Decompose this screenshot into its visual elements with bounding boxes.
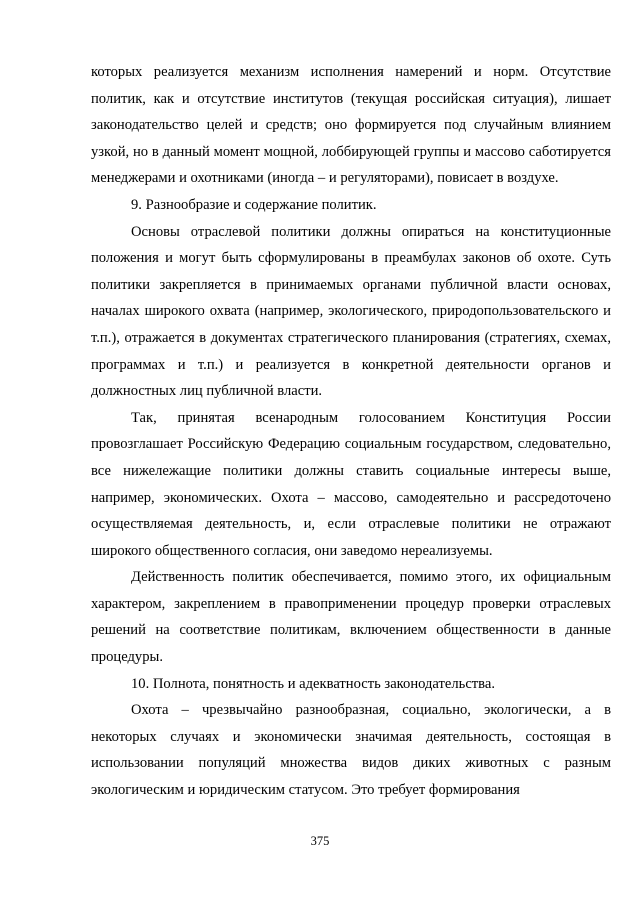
paragraph-policy-effectiveness: Действенность политик обеспечивается, помимо этого, их официальным характером, закреплением в правоприменении процедур проверки отраслевых решений на соответствие политикам, включением общественности в данные процедуры. <box>91 569 611 666</box>
section-heading-10: 10. Полнота, понятность и адекватность законодательства. <box>131 675 496 692</box>
page-number: 375 <box>310 834 330 848</box>
section-heading-9: 9. Разнообразие и содержание политик. <box>131 196 377 213</box>
paragraph-constitution: Так, принятая всенародным голосованием Конституция России провозглашает Российскую Федерацию социальным государством, следовательно, все нижележащие политики должны ставить социальные интересы выше, например, экономических. Охота – массово, самодеятельно и рассредоточено осуществляемая деятельность, и, если отраслевые политики не отражают широкого общественного согласия, они заведомо нереализуемы. <box>91 409 611 559</box>
paragraph-continuation: которых реализуется механизм исполнения намерений и норм. Отсутствие политик, как и отсутствие институтов (текущая российская ситуация), лишает законодательство целей и средств; оно формируется под случайным влиянием узкой, но в данный момент мощной, лоббирующей группы и массово саботируется менеджерами и охотниками (иногда – и регуляторами), повисает в воздухе. <box>91 64 611 187</box>
page-body <box>91 59 611 804</box>
paragraph-hunting-diversity: Охота – чрезвычайно разнообразная, социально, экологически, а в некоторых случаях и экономически значимая деятельность, состоящая в использовании популяций множества видов диких животных с разным экологическим и юридическим статусом. Это требует формирования <box>91 702 611 799</box>
paragraph-policy-foundations: Основы отраслевой политики должны опираться на конституционные положения и могут быть сформулированы в преамбулах законов об охоте. Суть политики закрепляется в принимаемых органами публичной власти основах, началах широкого охвата (например, экологического, природопользовательского и т.п.), отражается в документах стратегического планирования (стратегиях, схемах, программах и т.п.) и реализуется в конкретной деятельности органов и должностных лиц публичной власти. <box>91 223 611 400</box>
